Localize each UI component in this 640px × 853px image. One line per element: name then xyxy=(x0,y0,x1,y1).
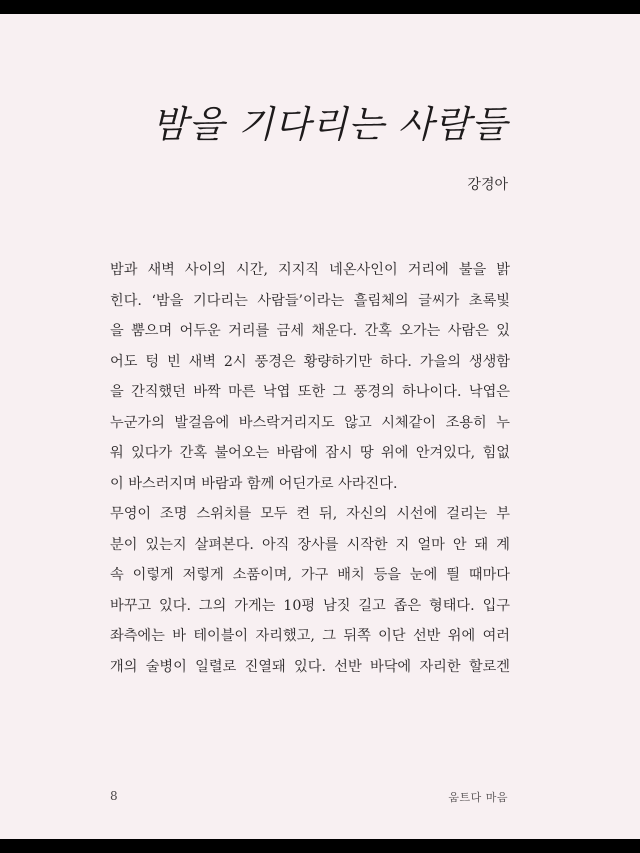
text-line: 분이 있는지 살펴본다. 아직 장사를 시작한 지 얼마 안 돼 계 xyxy=(110,536,510,553)
text-line: 좌측에는 바 테이블이 자리했고, 그 뒤쪽 이단 선반 위에 여러 xyxy=(110,628,510,644)
text-line: 워 있다가 간혹 불어오는 바람에 잠시 땅 위에 안겨있다, 힘없 xyxy=(110,445,510,461)
text-line: 개의 술병이 일렬로 진열돼 있다. 선반 바닥에 자리한 할로겐 xyxy=(110,658,510,675)
text-line: 어도 텅 빈 새벽 2시 풍경은 황량하기만 하다. 가을의 생생함 xyxy=(110,353,510,370)
text-line: 속 이렇게 저렇게 소품이며, 가구 배치 등을 눈에 띌 때마다 xyxy=(110,567,510,583)
book-page xyxy=(0,14,640,839)
running-footer-title: 움트다 마음 xyxy=(448,791,508,804)
text-line: 무영이 조명 스위치를 모두 켠 뒤, 자신의 시선에 걸리는 부 xyxy=(110,506,510,522)
text-line: 을 간직했던 바짝 마른 낙엽 또한 그 풍경의 하나이다. 낙엽은 xyxy=(110,384,510,400)
page-number: 8 xyxy=(110,789,118,803)
text-line: 힌다. ‘밤을 기다리는 사람들’이라는 흘림체의 글씨가 초록빛 xyxy=(110,292,510,309)
text-line: 누군가의 발걸음에 바스락거리지도 않고 시체같이 조용히 누 xyxy=(110,414,510,431)
author-name: 강경아 xyxy=(467,177,508,193)
body-text xyxy=(110,255,510,682)
chapter-title: 밤을 기다리는 사람들 xyxy=(151,103,508,146)
text-line: 이 바스러지며 바람과 함께 어딘가로 사라진다. xyxy=(110,475,398,492)
text-line: 을 뿜으며 어두운 거리를 금세 채운다. 간혹 오가는 사람은 있 xyxy=(110,323,510,339)
text-line: 바꾸고 있다. 그의 가게는 10평 남짓 길고 좁은 형태다. 입구 xyxy=(110,597,510,614)
text-line: 밤과 새벽 사이의 시간, 지지직 네온사인이 거리에 불을 밝 xyxy=(110,262,510,278)
